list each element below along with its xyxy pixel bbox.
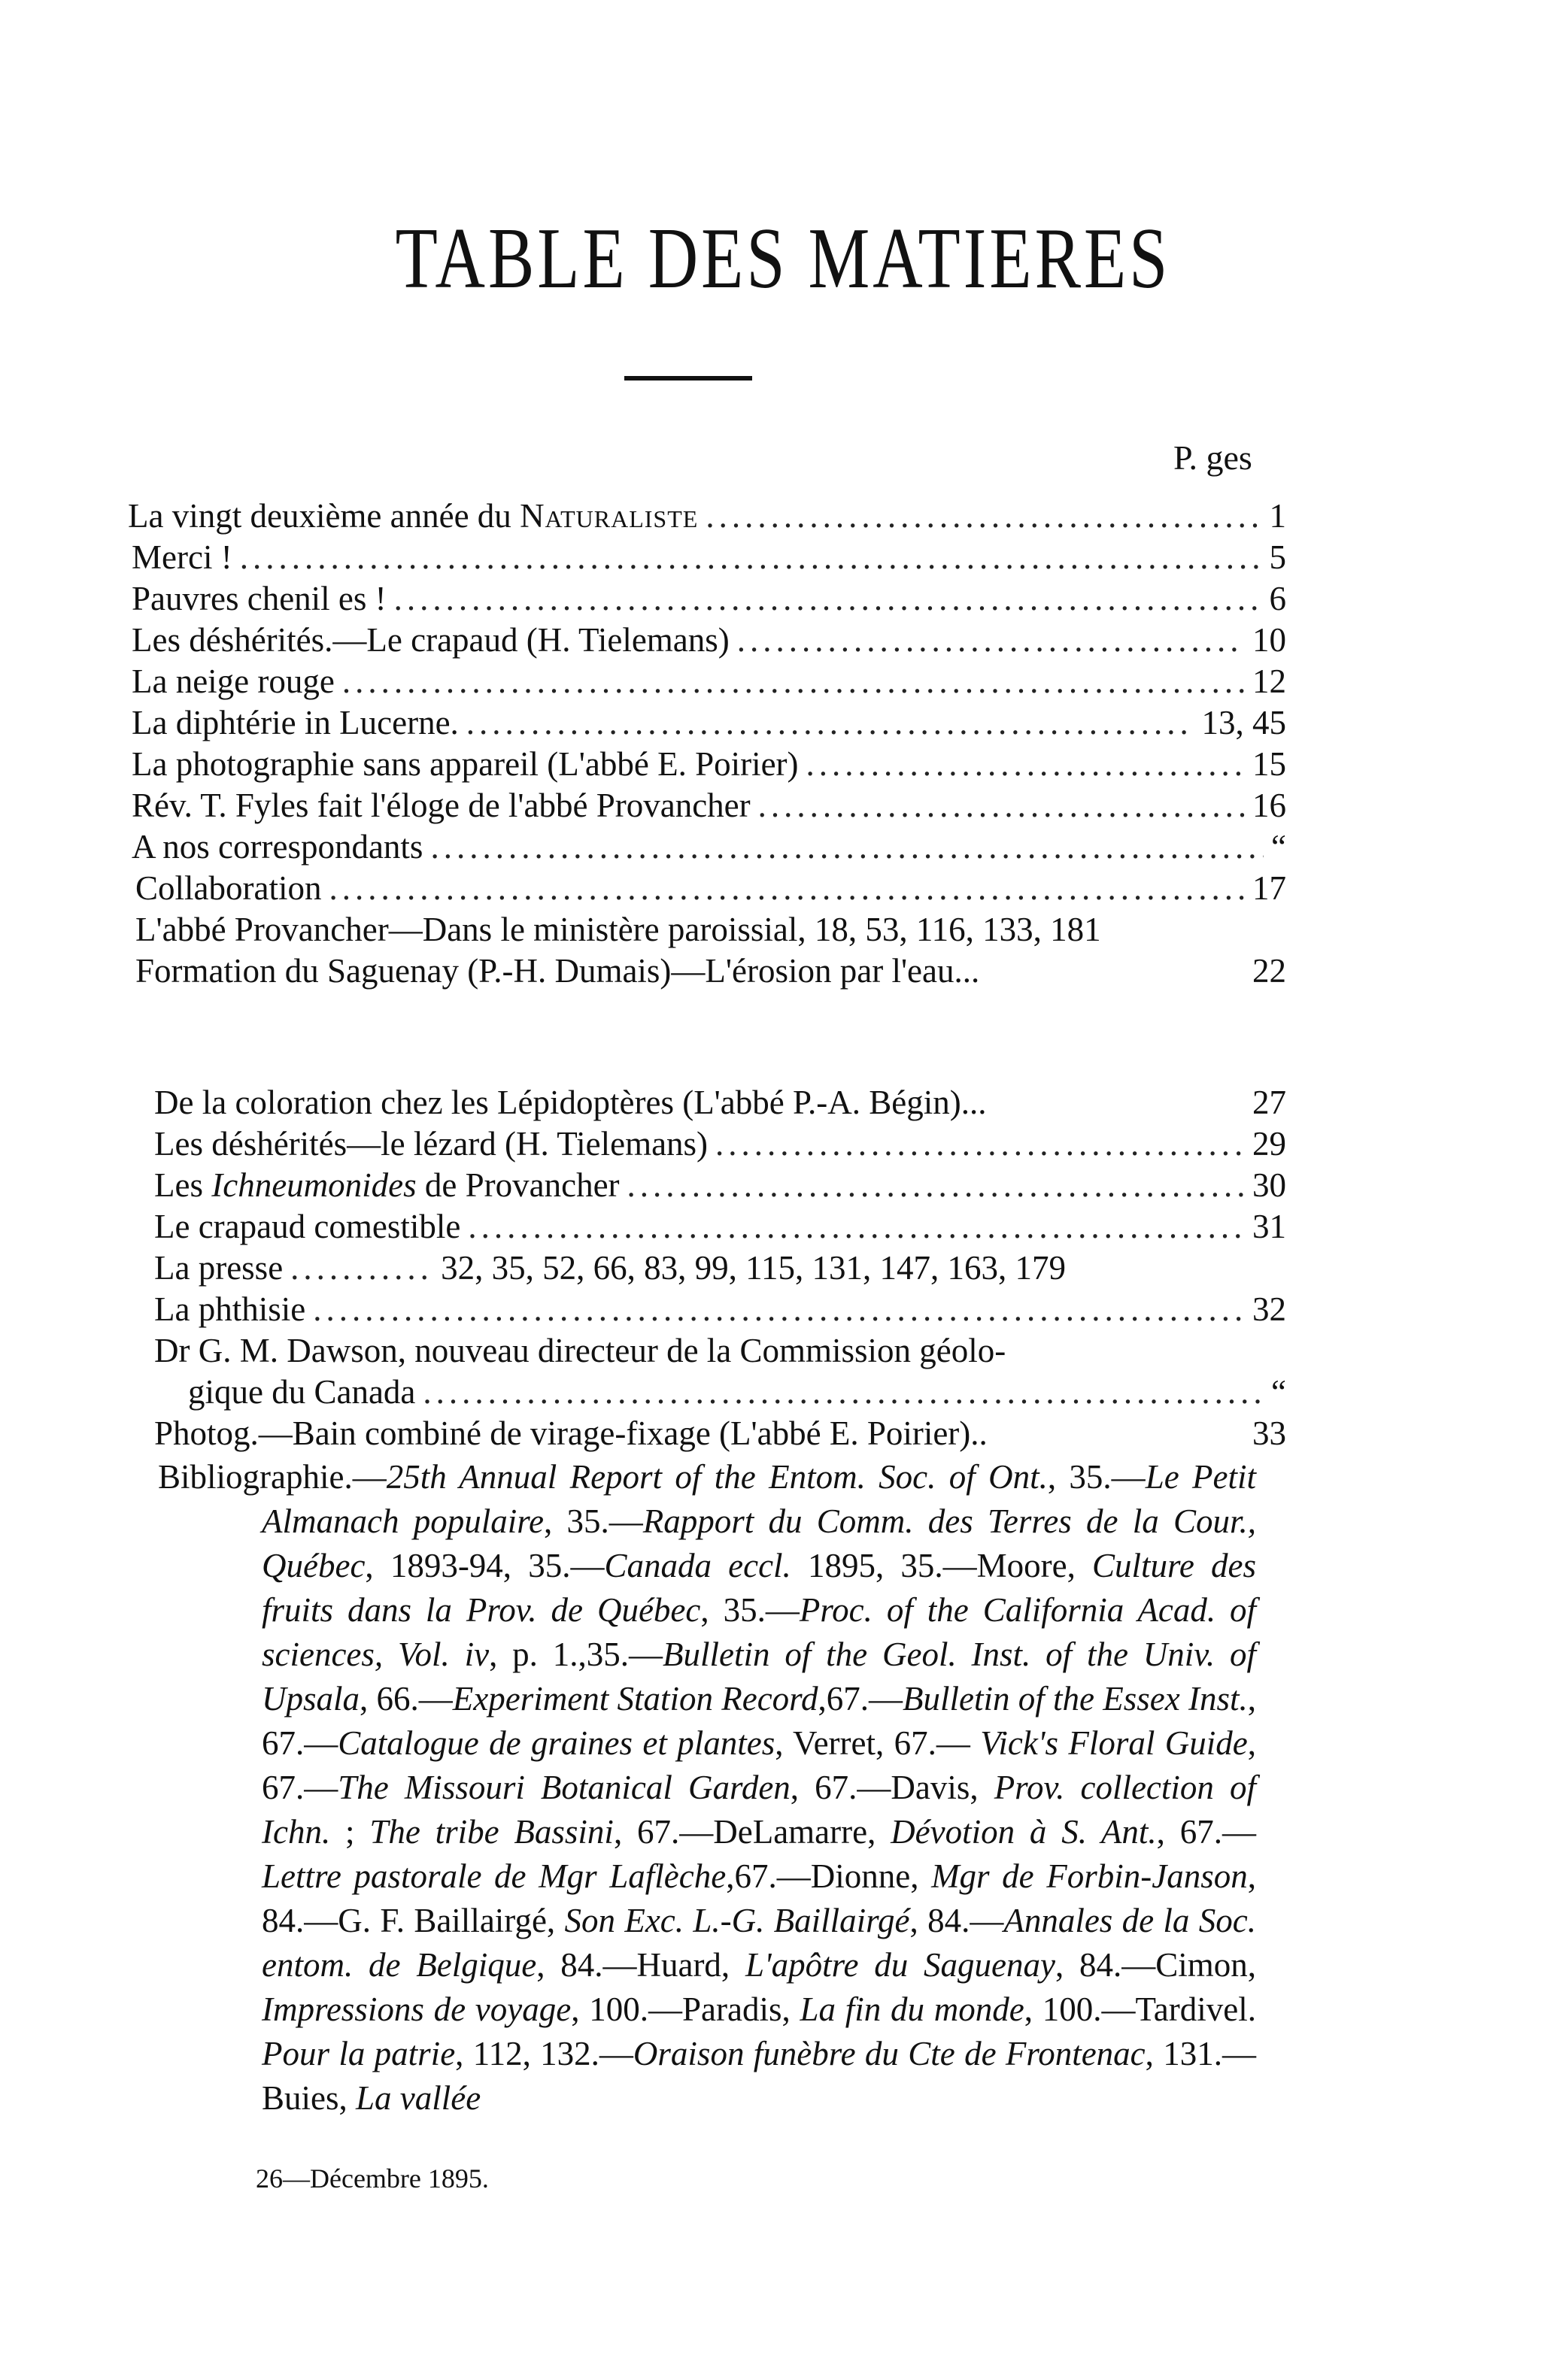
bibliography-text-run: , 67.—Davis,: [790, 1769, 994, 1806]
toc-entry: [132, 827, 1286, 866]
entry-page: 13, 45: [1201, 704, 1286, 741]
entry-text: Collaboration: [135, 869, 322, 907]
toc-entry: [132, 538, 1286, 577]
leader-dots: [329, 869, 1245, 908]
bibliography-text-run: ,67.—Dionne,: [726, 1857, 932, 1895]
toc-entry: [132, 662, 1286, 701]
entry-text: Dr G. M. Dawson, nouveau directeur de la Commission géolo-: [154, 1332, 1006, 1369]
entry-text: de Provancher: [416, 1166, 620, 1204]
entry-text: La neige rouge: [132, 662, 335, 700]
bibliography-title-italic: Annales de la Soc. entom. de Belgique: [262, 1902, 1256, 1984]
toc-entry: [135, 869, 1286, 908]
entry-text: Merci !: [132, 538, 232, 576]
bibliography-text-run: , 67.—: [262, 1680, 1256, 1762]
leader-dots: [627, 1166, 1245, 1205]
bibliography-text-run: ;: [330, 1813, 370, 1851]
toc-entry: [154, 1124, 1286, 1163]
entry-text-smallcaps: Naturaliste: [520, 497, 699, 535]
toc-entry: [154, 1331, 1286, 1370]
leader-dots: [313, 1290, 1245, 1329]
toc-entry: [135, 951, 1286, 990]
bibliography-title-italic: Dévotion à S. Ant.: [891, 1813, 1157, 1851]
toc-entry: [132, 620, 1286, 659]
leader-dots: [466, 703, 1194, 742]
bibliography-text-run: , 100.—Paradis,: [571, 1990, 800, 2028]
bibliography-text: [262, 1458, 1256, 2117]
entry-text: La vingt deuxième année du: [128, 497, 520, 535]
toc-entry: [132, 744, 1286, 784]
entry-text: Les: [154, 1166, 212, 1204]
toc-entry: [154, 1290, 1286, 1329]
bibliography-text-run: , 84.—: [909, 1902, 1004, 1939]
bibliography-text-run: , 35.—: [544, 1502, 643, 1540]
leader-dots: [394, 579, 1262, 618]
entry-page: 10: [1252, 621, 1286, 659]
bibliography-title-italic: Vick's Floral Guide: [980, 1724, 1248, 1762]
bibliography-title-italic: The tribe Bassini: [369, 1813, 614, 1851]
bibliography-text-run: , 84.—Cimon,: [1055, 1946, 1256, 1984]
bibliography-title-italic: Rapport du Comm. des Terres de la Cour., Québec: [262, 1502, 1256, 1584]
bibliography-text-run: , 131.—Buies,: [262, 2035, 1256, 2117]
entry-text: L'abbé Provancher—Dans le ministère paroissial, 18, 53, 116, 133, 181: [135, 911, 1101, 948]
bibliography-label: Bibliographie.—: [158, 1458, 387, 1496]
leader-dots: [240, 538, 1262, 577]
entry-text: La photographie sans appareil (L'abbé E. Poirier): [132, 745, 799, 783]
bibliography-title-italic: Oraison funèbre du Cte de Frontenac: [633, 2035, 1146, 2072]
toc-entry: [135, 910, 1286, 949]
bibliography-title-italic: Mgr de Forbin-Janson: [931, 1857, 1248, 1895]
entry-text: Formation du Saguenay (P.-H. Dumais)—L'érosion par l'eau...: [135, 952, 980, 990]
bibliography-text-run: 1895, 35.—Moore,: [791, 1547, 1092, 1584]
leader-dots: [468, 1207, 1245, 1246]
bibliography-title-italic: Catalogue de graines et plantes: [338, 1724, 775, 1762]
bibliography-text-run: , 84.—Huard,: [536, 1946, 745, 1984]
entry-page: 29: [1252, 1125, 1286, 1163]
bibliography-text-run: , 66.—: [360, 1680, 453, 1718]
page-title: TABLE DES MATIERES: [395, 210, 1171, 306]
bibliography-text-run: , p. 1.,35.—: [489, 1636, 663, 1673]
entry-page: “: [1271, 828, 1286, 866]
bibliography-title-italic: Son Exc. L.-G. Baillairgé: [564, 1902, 910, 1939]
entry-page: 1: [1269, 497, 1286, 535]
entry-page: 5: [1269, 538, 1286, 576]
bibliography-title-italic: The Missouri Botanical Garden: [338, 1769, 791, 1806]
entry-page: 31: [1252, 1208, 1286, 1245]
bibliography-text-run: , 100.—Tardivel.: [1024, 1990, 1256, 2028]
bibliography-title-italic: Bulletin of the Geol. Inst. of the Univ. of Upsala: [262, 1636, 1256, 1718]
page-footer: 26—Décembre 1895.: [256, 2163, 489, 2194]
toc-entry: [132, 579, 1286, 618]
bibliography-text-run: ,67.—: [818, 1680, 903, 1718]
toc-entry: [132, 703, 1286, 742]
entry-page: 30: [1252, 1166, 1286, 1204]
entry-page: 15: [1252, 745, 1286, 783]
bibliography-title-italic: 25th Annual Report of the Entom. Soc. of Ont.: [386, 1458, 1048, 1496]
entry-text: La diphtérie in Lucerne.: [132, 704, 459, 741]
leader-dots: [706, 496, 1261, 535]
bibliography-title-italic: Culture des fruits dans la Prov. de Québec: [262, 1547, 1256, 1629]
bibliography-text-run: , 67.—: [1156, 1813, 1256, 1851]
bibliography-text-run: , 112, 132.—: [455, 2035, 633, 2072]
entry-text: La phthisie: [154, 1290, 306, 1328]
toc-entry: [154, 1207, 1286, 1246]
toc-entry: [128, 496, 1286, 535]
entry-page: “: [1271, 1373, 1286, 1411]
bibliography-title-italic: Impressions de voyage: [262, 1990, 572, 2028]
bibliography-text-run: , Verret, 67.—: [775, 1724, 981, 1762]
entry-text-italic: Ichneumonides: [211, 1166, 417, 1204]
leader-dots: [342, 662, 1245, 701]
leader-dots: [430, 827, 1264, 866]
entry-page: 32, 35, 52, 66, 83, 99, 115, 131, 147, 163, 179: [441, 1249, 1067, 1287]
leader-dots: [715, 1124, 1245, 1163]
entry-text: gique du Canada: [188, 1373, 416, 1411]
entry-text: Photog.—Bain combiné de virage-fixage (L'abbé E. Poirier)..: [154, 1414, 988, 1452]
bibliography-title-italic: Bulletin of the Essex Inst.: [903, 1680, 1248, 1718]
bibliography-text-run: , 67.—: [262, 1724, 1256, 1806]
bibliography-title-italic: La vallée: [356, 2079, 481, 2117]
bibliography-title-italic: La fin du monde: [800, 1990, 1024, 2028]
bibliography-title-italic: Proc. of the California Acad. of sciences, Vol. iv: [262, 1591, 1257, 1673]
bibliography-title-italic: Experiment Station Record: [452, 1680, 818, 1718]
entry-page: 33: [1252, 1414, 1286, 1452]
toc-entry: [188, 1372, 1286, 1411]
bibliography-text-run: , 1893-94, 35.—: [365, 1547, 605, 1584]
entry-page: 27: [1252, 1084, 1286, 1121]
toc-entry: [154, 1414, 1286, 1453]
entry-text: La presse: [154, 1249, 284, 1287]
leader-dots: [806, 744, 1245, 784]
bibliography-text-run: , 84.—G. F. Baillairgé,: [262, 1857, 1256, 1939]
bibliography-title-italic: Pour la patrie: [262, 2035, 456, 2072]
title-divider: [624, 376, 752, 380]
toc-entry: [154, 1166, 1286, 1205]
entry-text: Pauvres chenil es !: [132, 580, 387, 617]
bibliography-title-italic: Lettre pastorale de Mgr Laflèche: [262, 1857, 727, 1895]
leader-dots: [290, 1248, 433, 1287]
bibliography-entry: [158, 1455, 1256, 2121]
entry-text: Le crapaud comestible: [154, 1208, 461, 1245]
pages-column-header: P. ges: [1173, 438, 1252, 477]
entry-text: Rév. T. Fyles fait l'éloge de l'abbé Provancher: [132, 787, 751, 824]
bibliography-title-italic: Le Petit Almanach populaire: [262, 1458, 1257, 1540]
entry-page: 12: [1252, 662, 1286, 700]
entry-page: 6: [1269, 580, 1286, 617]
entry-page: 32: [1252, 1290, 1286, 1328]
entry-page: 16: [1252, 787, 1286, 824]
bibliography-title-italic: L'apôtre du Saguenay: [745, 1946, 1055, 1984]
toc-entry: [132, 786, 1286, 825]
bibliography-text-run: , 67.—DeLamarre,: [613, 1813, 891, 1851]
bibliography-text-run: , 35.—: [700, 1591, 800, 1629]
toc-entry: [154, 1083, 1286, 1122]
leader-dots: [758, 786, 1245, 825]
entry-text: De la coloration chez les Lépidoptères (L'abbé P.-A. Bégin)...: [154, 1084, 987, 1121]
leader-dots: [423, 1372, 1264, 1411]
bibliography-title-italic: Canada eccl.: [604, 1547, 791, 1584]
leader-dots: [737, 620, 1245, 659]
bibliography-title-italic: Prov. collection of Ichn.: [262, 1769, 1256, 1851]
bibliography-text-run: , 35.—: [1047, 1458, 1146, 1496]
entry-text: Les déshérités—le lézard (H. Tielemans): [154, 1125, 709, 1163]
entry-text: A nos correspondants: [132, 828, 423, 866]
entry-page: 17: [1252, 869, 1286, 907]
entry-text: Les déshérités.—Le crapaud (H. Tielemans): [132, 621, 730, 659]
toc-entry: [154, 1248, 1286, 1287]
entry-page: 22: [1252, 952, 1286, 990]
